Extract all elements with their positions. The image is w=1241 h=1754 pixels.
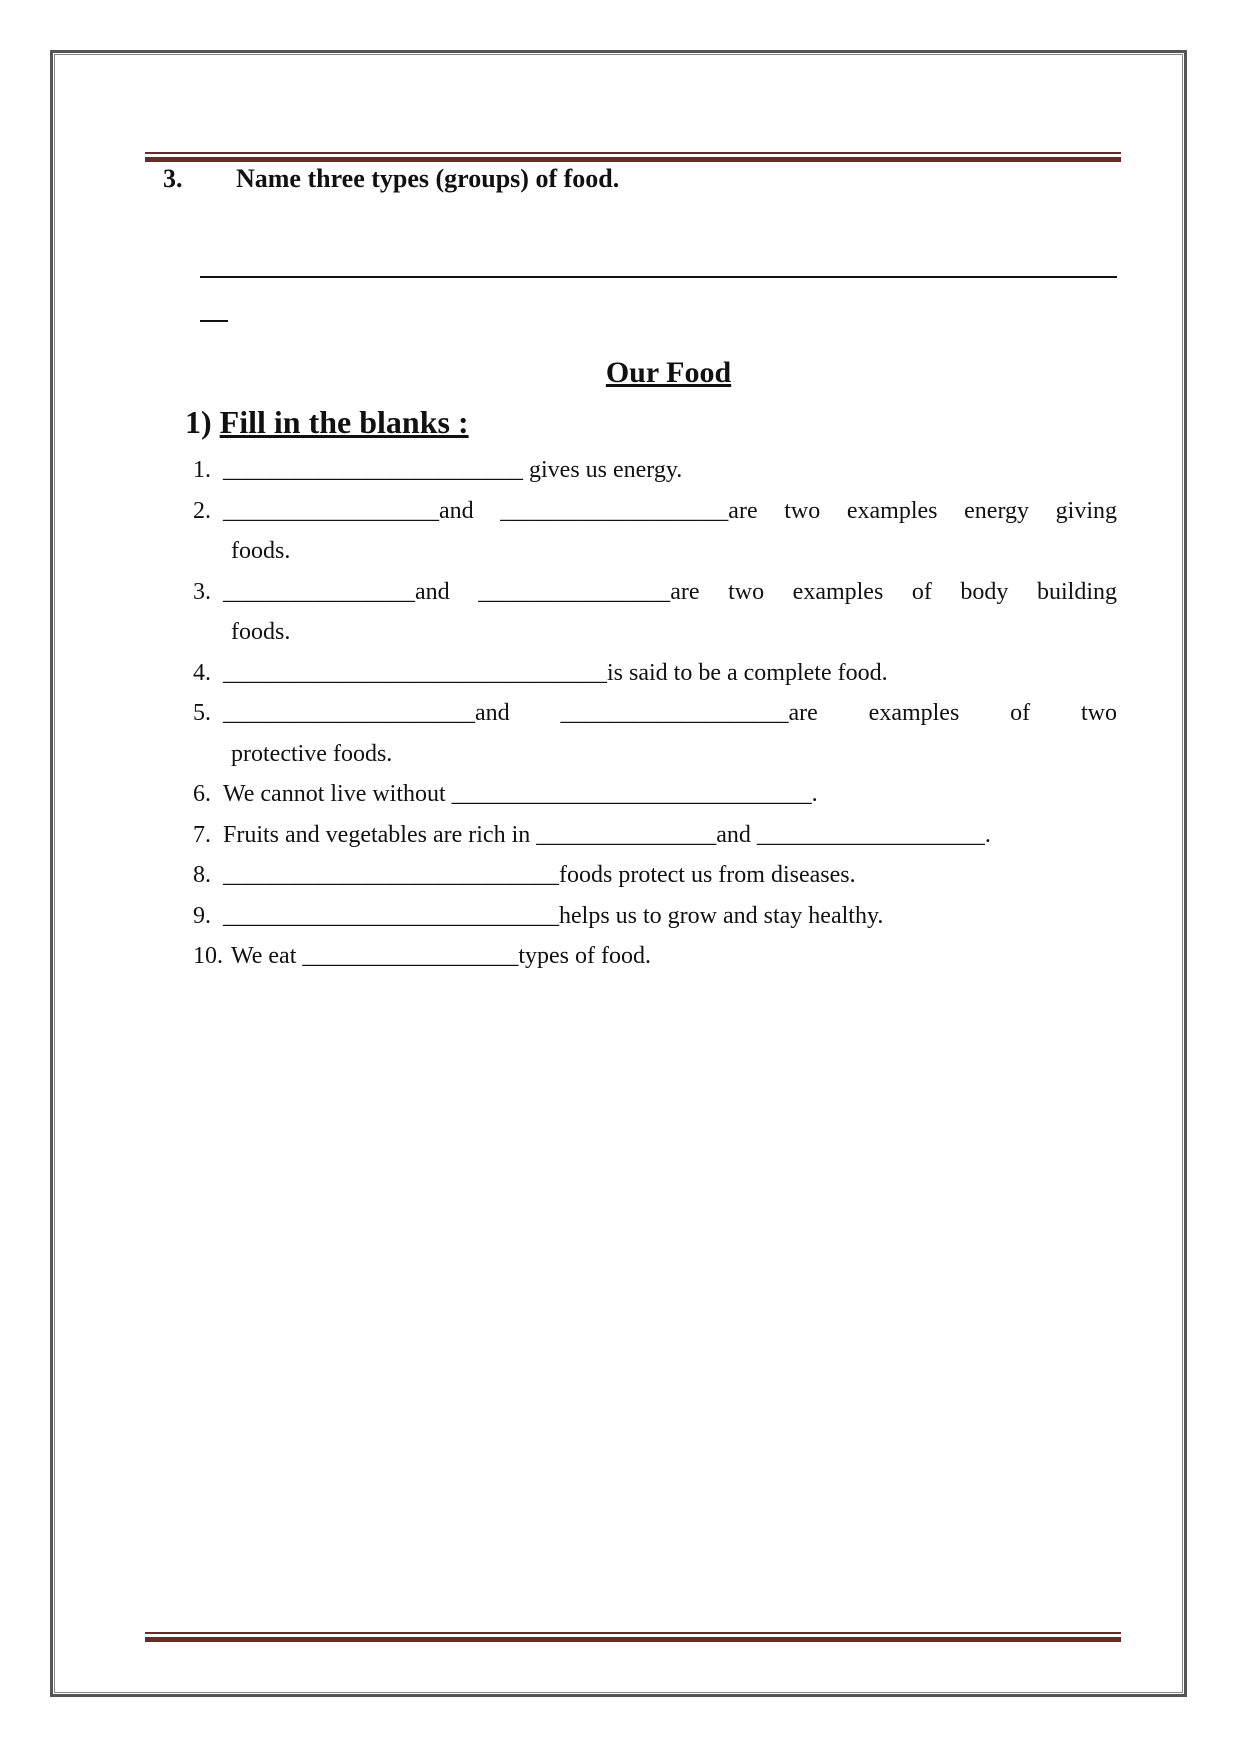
answer-line[interactable] <box>200 276 1117 278</box>
answer-line-continued[interactable] <box>200 320 228 322</box>
item-text[interactable]: ________________and ________________are two examples of body building <box>223 578 1117 605</box>
item-number: 6. <box>193 781 211 807</box>
list-item <box>193 774 1117 815</box>
item-number: 1. <box>193 457 211 483</box>
item-number: 10. <box>193 943 223 969</box>
question-3-number: 3. <box>163 164 183 193</box>
list-item <box>193 491 1117 572</box>
subheading-label: Fill in the blanks : <box>219 404 469 440</box>
subheading-number: 1) <box>185 404 212 440</box>
list-item <box>193 572 1117 653</box>
item-text[interactable]: _________________________ gives us energy. <box>223 457 683 483</box>
list-item <box>193 450 1117 491</box>
header-rule <box>145 152 1121 162</box>
section-title: Our Food <box>605 356 732 389</box>
fill-in-blanks-heading <box>185 404 469 441</box>
question-3 <box>163 164 619 194</box>
question-3-text: Name three types (groups) of food. <box>236 164 620 193</box>
list-item <box>193 855 1117 896</box>
item-text[interactable]: ____________________________foods protect us from diseases. <box>223 862 856 888</box>
item-number: 7. <box>193 821 211 848</box>
item-continuation: foods. <box>231 619 291 645</box>
item-text[interactable]: We cannot live without ______________________________. <box>223 781 818 807</box>
list-item <box>193 693 1117 774</box>
item-continuation: protective foods. <box>231 740 393 767</box>
item-text[interactable]: _____________________and ___________________are examples of two <box>223 700 1117 726</box>
item-text[interactable]: ________________________________is said to be a complete food. <box>223 659 888 686</box>
item-text[interactable]: Fruits and vegetables are rich in _______________and ___________________. <box>223 821 991 848</box>
item-text[interactable]: __________________and ___________________are two examples energy giving <box>223 497 1117 524</box>
item-text[interactable]: We eat __________________types of food. <box>231 943 651 969</box>
item-number: 5. <box>193 700 211 726</box>
item-number: 2. <box>193 497 211 524</box>
item-number: 4. <box>193 659 211 686</box>
list-item <box>193 815 1117 856</box>
item-number: 8. <box>193 862 211 888</box>
list-item <box>193 653 1117 694</box>
list-item <box>193 896 1117 937</box>
item-number: 9. <box>193 902 211 929</box>
item-number: 3. <box>193 578 211 605</box>
footer-rule <box>145 1632 1121 1642</box>
item-continuation: foods. <box>231 538 291 564</box>
fill-in-blanks-list <box>193 450 1117 977</box>
list-item <box>193 936 1117 977</box>
item-text[interactable]: ____________________________helps us to grow and stay healthy. <box>223 902 884 929</box>
